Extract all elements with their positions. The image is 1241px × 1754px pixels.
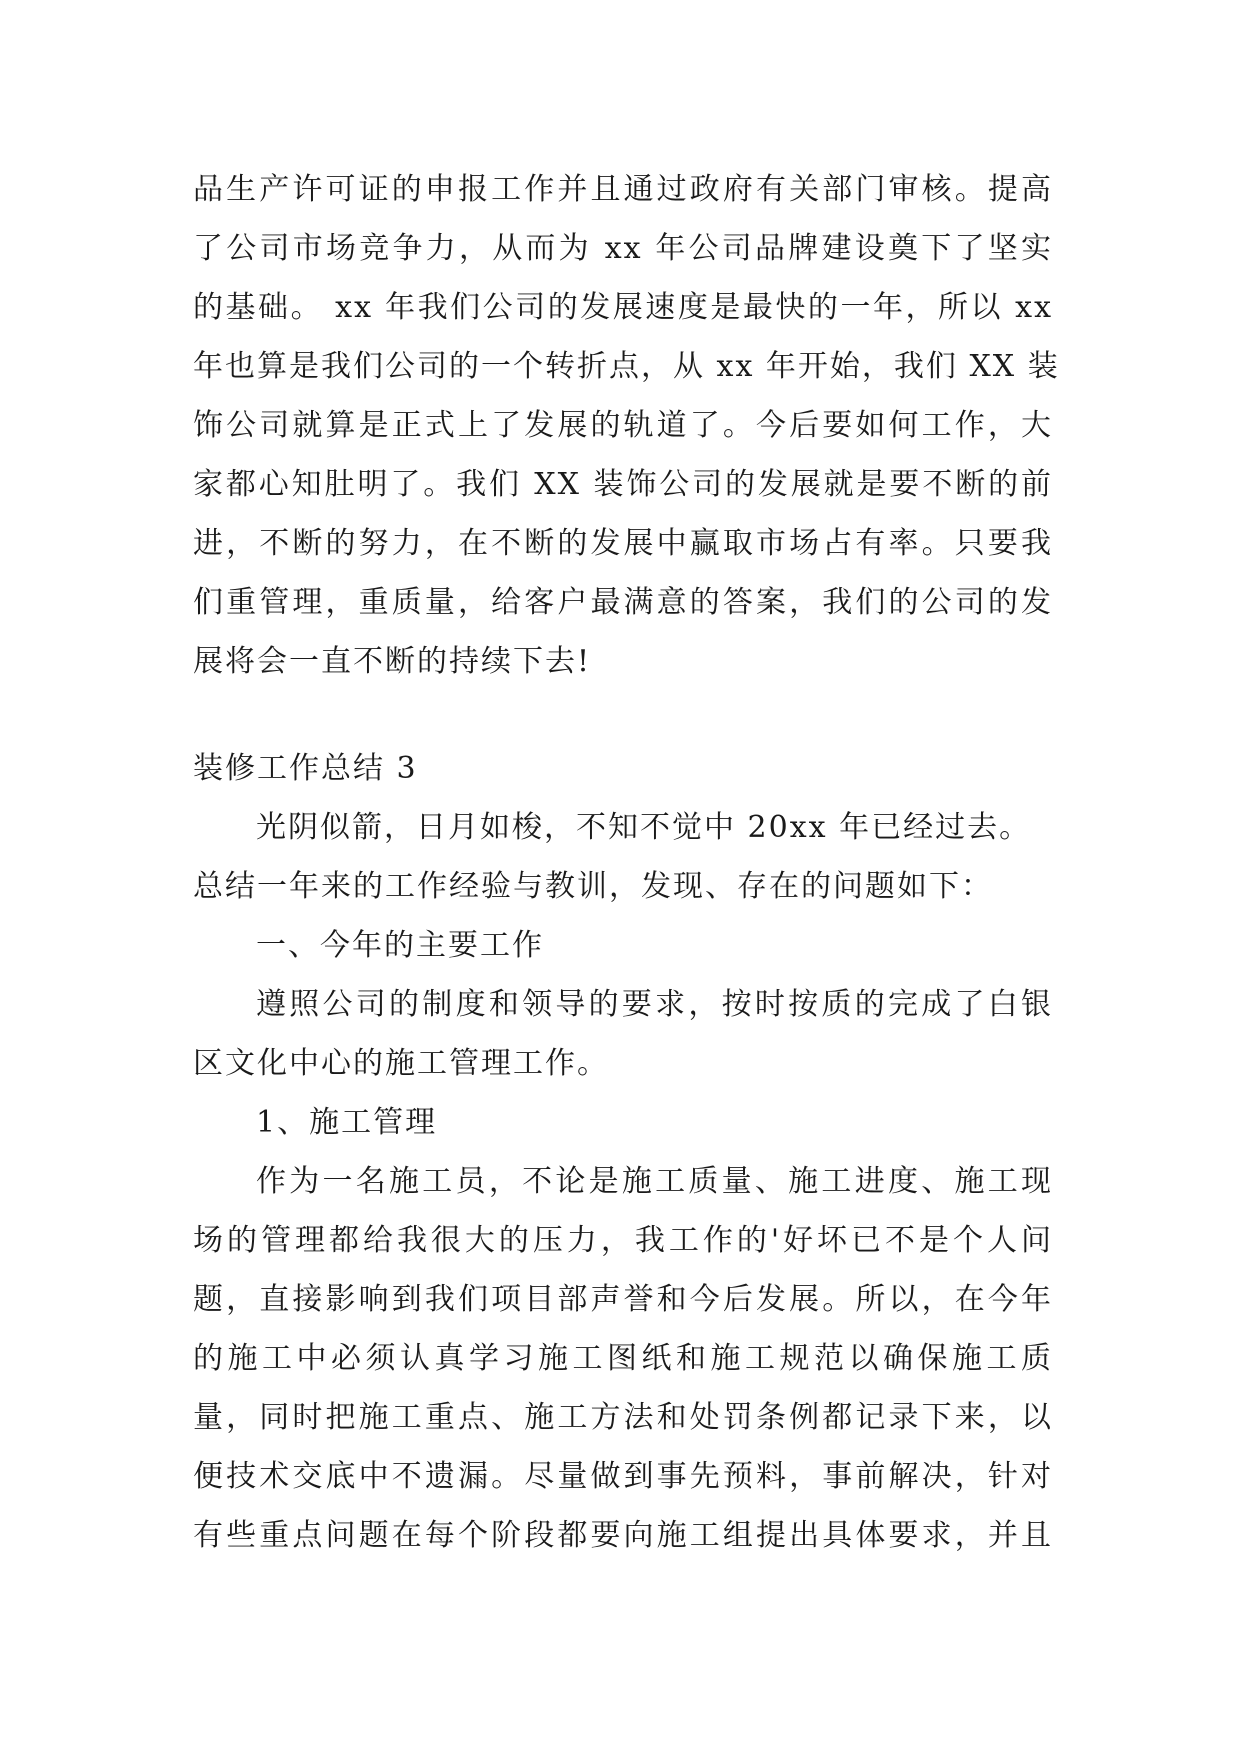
text-line: 作为一名施工员，不论是施工质量、施工进度、施工现: [256, 1164, 1053, 1199]
text-line: 进，不断的努力，在不断的发展中赢取市场占有率。只要我: [193, 526, 1053, 561]
text-line: 遵照公司的制度和领导的要求，按时按质的完成了白银: [256, 987, 1053, 1022]
text-line: 们重管理，重质量，给客户最满意的答案，我们的公司的发: [193, 585, 1053, 620]
text-line: 区文化中心的施工管理工作。: [193, 1046, 609, 1081]
text-line: 的基础。 xx 年我们公司的发展速度是最快的一年，所以 xx: [193, 290, 1053, 325]
document-page: [193, 160, 1060, 1565]
text-line: 品生产许可证的申报工作并且通过政府有关部门审核。提高: [193, 172, 1053, 207]
text-line: 了公司市场竞争力，从而为 xx 年公司品牌建设奠下了坚实: [193, 231, 1053, 266]
text-line: 便技术交底中不遗漏。尽量做到事先预料，事前解决，针对: [193, 1459, 1053, 1494]
text-line: 年也算是我们公司的一个转折点，从 xx 年开始，我们 XX 装: [193, 349, 1060, 384]
text-line: 家都心知肚明了。我们 XX 装饰公司的发展就是要不断的前: [193, 467, 1053, 502]
text-line: 场的管理都给我很大的压力，我工作的'好坏已不是个人问: [193, 1223, 1053, 1258]
text-line: 饰公司就算是正式上了发展的轨道了。今后要如何工作，大: [193, 408, 1053, 443]
text-line: 有些重点问题在每个阶段都要向施工组提出具体要求，并且: [193, 1518, 1053, 1553]
paragraph-company-development: [193, 160, 1060, 691]
text-line: 的施工中必须认真学习施工图纸和施工规范以确保施工质: [193, 1341, 1053, 1376]
text-line: 光阴似箭，日月如梭，不知不觉中 20xx 年已经过去。: [256, 810, 1032, 845]
text-line: 题，直接影响到我们项目部声誉和今后发展。所以，在今年: [193, 1282, 1053, 1317]
heading-construction-management: 1、施工管理: [256, 1105, 438, 1140]
paragraph-intro: [193, 798, 1053, 916]
section-title: 装修工作总结 3: [193, 751, 418, 786]
text-line: 总结一年来的工作经验与教训，发现、存在的问题如下：: [193, 869, 993, 904]
text-line: 展将会一直不断的持续下去!: [193, 644, 592, 679]
text-line: 量，同时把施工重点、施工方法和处罚条例都记录下来，以: [193, 1400, 1053, 1435]
paragraph-construction-management: [193, 1152, 1053, 1565]
heading-main-work: 一、今年的主要工作: [256, 928, 544, 963]
paragraph-main-work: [193, 975, 1053, 1093]
